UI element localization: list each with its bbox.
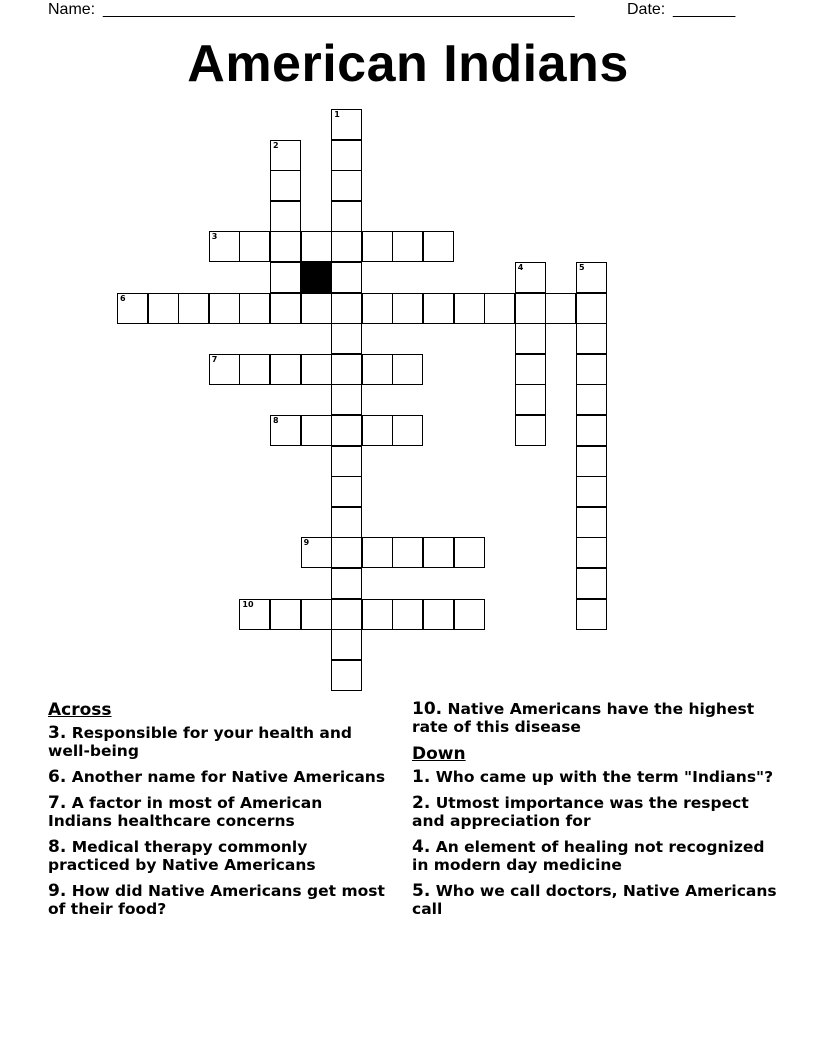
clue-text: Another name for Native Americans xyxy=(71,768,386,786)
grid-cell[interactable] xyxy=(209,354,240,385)
grid-cell[interactable] xyxy=(331,446,362,477)
clue-down-1 xyxy=(412,768,782,786)
name-label: Name: xyxy=(48,1,96,18)
grid-cell[interactable] xyxy=(484,293,515,324)
clue-number: 9. xyxy=(48,881,67,901)
grid-cell[interactable] xyxy=(270,293,301,324)
grid-cell[interactable] xyxy=(331,109,362,140)
grid-cell[interactable] xyxy=(362,599,393,630)
grid-cell[interactable] xyxy=(178,293,209,324)
grid-cell[interactable] xyxy=(331,568,362,599)
grid-cell[interactable] xyxy=(454,293,485,324)
grid-cell[interactable] xyxy=(423,599,454,630)
grid-cell[interactable] xyxy=(331,384,362,415)
grid-cell[interactable] xyxy=(270,231,301,262)
cell-number: 9 xyxy=(303,538,310,548)
date-field[interactable]: _______ xyxy=(673,1,736,18)
clue-text: Native Americans have the highest rate of this disease xyxy=(412,700,755,736)
grid-cell[interactable] xyxy=(331,231,362,262)
grid-cell[interactable] xyxy=(392,231,423,262)
across-heading: Across xyxy=(48,700,112,720)
cell-number: 8 xyxy=(273,416,279,425)
grid-cell[interactable] xyxy=(301,231,332,262)
grid-cell[interactable] xyxy=(209,293,240,324)
grid-cell[interactable] xyxy=(515,293,546,324)
cell-number: 5 xyxy=(579,263,585,272)
grid-cell[interactable] xyxy=(423,293,454,324)
date-label: Date: xyxy=(627,1,666,18)
grid-cell[interactable] xyxy=(270,599,301,630)
grid-cell[interactable] xyxy=(270,170,301,201)
clue-number: 8. xyxy=(48,837,67,857)
grid-cell[interactable] xyxy=(301,537,332,568)
grid-cell[interactable] xyxy=(270,140,301,171)
clue-across-3 xyxy=(48,724,388,760)
grid-cell[interactable] xyxy=(331,170,362,201)
clue-number: 10. xyxy=(412,699,443,719)
grid-cell[interactable] xyxy=(331,476,362,507)
grid-cell[interactable] xyxy=(301,415,332,446)
grid-cell[interactable] xyxy=(209,231,240,262)
clue-down-5 xyxy=(412,882,782,918)
grid-cell[interactable] xyxy=(515,323,546,354)
grid-cell[interactable] xyxy=(576,537,607,568)
grid-cell[interactable] xyxy=(239,293,270,324)
grid-cell[interactable] xyxy=(392,415,423,446)
grid-cell[interactable] xyxy=(576,384,607,415)
clue-text: How did Native Americans get most of their food? xyxy=(48,882,385,918)
right-clues xyxy=(412,700,782,926)
grid-cell[interactable] xyxy=(331,507,362,538)
black-square xyxy=(301,262,332,293)
cell-number: 6 xyxy=(120,293,126,303)
grid-cell[interactable] xyxy=(576,293,607,324)
clue-number: 1. xyxy=(412,767,431,787)
grid-cell[interactable] xyxy=(331,415,362,446)
clue-number: 3. xyxy=(48,723,67,743)
grid-cell[interactable] xyxy=(576,507,607,538)
grid-cell[interactable] xyxy=(331,599,362,630)
clue-text: Utmost importance was the respect and appreciation for xyxy=(412,794,749,830)
clue-across-9 xyxy=(48,882,388,918)
grid-cell[interactable] xyxy=(454,537,485,568)
clue-number: 5. xyxy=(412,881,431,901)
grid-cell[interactable] xyxy=(392,293,423,324)
grid-cell[interactable] xyxy=(362,537,393,568)
grid-cell[interactable] xyxy=(270,262,301,293)
clue-across-7 xyxy=(48,794,388,830)
clue-text: A factor in most of American Indians healthcare concerns xyxy=(48,794,323,830)
grid-cell[interactable] xyxy=(576,446,607,477)
grid-cell[interactable] xyxy=(270,201,301,232)
clue-text: An element of healing not recognized in modern day medicine xyxy=(412,838,765,874)
grid-cell[interactable] xyxy=(301,293,332,324)
clue-across-8 xyxy=(48,838,388,874)
grid-cell[interactable] xyxy=(331,537,362,568)
grid-cell[interactable] xyxy=(545,293,576,324)
grid-cell[interactable] xyxy=(239,354,270,385)
grid-cell[interactable] xyxy=(331,262,362,293)
clue-down-4 xyxy=(412,838,782,874)
clue-text: Responsible for your health and well-being xyxy=(48,724,353,760)
cell-number: 2 xyxy=(273,140,279,150)
clue-across-10 xyxy=(412,700,782,736)
grid-cell[interactable] xyxy=(423,231,454,262)
grid-cell[interactable] xyxy=(423,537,454,568)
grid-cell[interactable] xyxy=(576,262,607,293)
grid-cell[interactable] xyxy=(331,140,362,171)
clue-text: Medical therapy commonly practiced by Native Americans xyxy=(48,838,316,874)
grid-cell[interactable] xyxy=(515,262,546,293)
grid-cell[interactable] xyxy=(331,323,362,354)
grid-cell[interactable] xyxy=(454,599,485,630)
down-heading: Down xyxy=(412,744,466,764)
grid-cell[interactable] xyxy=(117,293,148,324)
cell-number: 4 xyxy=(517,263,524,272)
grid-cell[interactable] xyxy=(362,231,393,262)
clue-number: 7. xyxy=(48,793,67,813)
grid-cell[interactable] xyxy=(362,293,393,324)
grid-cell[interactable] xyxy=(301,354,332,385)
grid-cell[interactable] xyxy=(331,293,362,324)
grid-cell[interactable] xyxy=(362,415,393,446)
grid-cell[interactable] xyxy=(239,231,270,262)
grid-cell[interactable] xyxy=(392,599,423,630)
cell-number: 10 xyxy=(242,599,254,609)
grid-cell[interactable] xyxy=(331,201,362,232)
cell-number: 3 xyxy=(211,232,218,242)
cell-number: 1 xyxy=(334,110,340,119)
grid-cell[interactable] xyxy=(331,629,362,660)
across-clues xyxy=(48,700,388,926)
page-title: American Indians xyxy=(187,35,629,93)
grid-cell[interactable] xyxy=(331,354,362,385)
grid-cell[interactable] xyxy=(392,537,423,568)
clue-number: 4. xyxy=(412,837,431,857)
grid-cell[interactable] xyxy=(515,354,546,385)
clue-down-2 xyxy=(412,794,782,830)
name-field[interactable]: _____________________________________________________ xyxy=(103,1,575,18)
grid-cell[interactable] xyxy=(576,568,607,599)
cell-number: 7 xyxy=(211,354,218,364)
grid-cell[interactable] xyxy=(515,415,546,446)
grid-cell[interactable] xyxy=(331,660,362,691)
header-line xyxy=(48,0,748,20)
grid-cell[interactable] xyxy=(576,323,607,354)
grid-cell[interactable] xyxy=(392,354,423,385)
clue-number: 6. xyxy=(48,767,67,787)
clue-number: 2. xyxy=(412,793,431,813)
grid-cell[interactable] xyxy=(576,415,607,446)
grid-cell[interactable] xyxy=(515,384,546,415)
clue-across-6 xyxy=(48,768,388,786)
grid-cell[interactable] xyxy=(148,293,179,324)
grid-cell[interactable] xyxy=(362,354,393,385)
grid-cell[interactable] xyxy=(576,599,607,630)
grid-cell[interactable] xyxy=(301,599,332,630)
grid-cell[interactable] xyxy=(576,354,607,385)
grid-cell[interactable] xyxy=(239,599,270,630)
grid-cell[interactable] xyxy=(576,476,607,507)
grid-cell[interactable] xyxy=(270,415,301,446)
grid-cell[interactable] xyxy=(270,354,301,385)
clue-text: Who came up with the term "Indians"? xyxy=(435,768,774,786)
clue-text: Who we call doctors, Native Americans call xyxy=(412,882,777,918)
